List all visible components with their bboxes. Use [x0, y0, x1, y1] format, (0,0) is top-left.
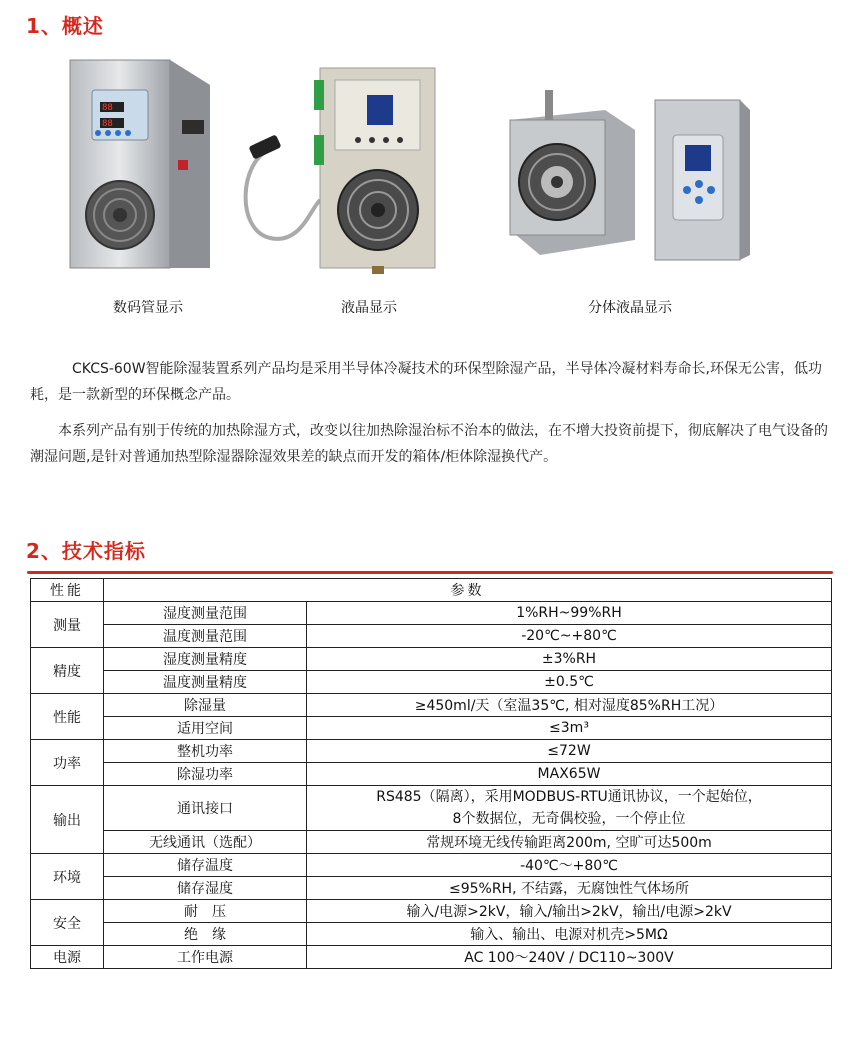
- section-divider: [27, 571, 833, 574]
- item-value: -20℃~+80℃: [307, 625, 832, 648]
- item-label: 绝 缘: [104, 923, 307, 946]
- dehumidifier-lcd-photo-icon: [240, 60, 440, 275]
- item-value: ≤72W: [307, 740, 832, 763]
- table-row: [31, 625, 832, 648]
- item-label: 湿度测量精度: [104, 648, 307, 671]
- table-row: [31, 717, 832, 740]
- table-row: [31, 671, 832, 694]
- product-caption-led: 数码管显示: [113, 300, 183, 316]
- table-header-row: [31, 579, 832, 602]
- intro-paragraph-2: 本系列产品有别于传统的加热除湿方式，改变以往加热除湿治标不治本的做法，在不增大投资前提下，彻底解决了电气设备的潮湿问题,是针对普通加热型除湿器除湿效果差的缺点而开发的箱体/柜体除湿换代产。: [30, 423, 828, 465]
- specs-table: [30, 578, 832, 969]
- item-label: 除湿量: [104, 694, 307, 717]
- item-label: 适用空间: [104, 717, 307, 740]
- item-value: MAX65W: [307, 763, 832, 786]
- table-row: [31, 946, 832, 969]
- item-label: 整机功率: [104, 740, 307, 763]
- dehumidifier-split-lcd-photo-icon: [505, 90, 755, 265]
- table-row: [31, 740, 832, 763]
- table-row: [31, 648, 832, 671]
- group-label: 功率: [31, 740, 104, 786]
- product-photo-split-lcd: [505, 90, 755, 265]
- item-value: AC 100～240V / DC110~300V: [307, 946, 832, 969]
- intro-paragraph-1: CKCS-60W智能除湿装置系列产品均是采用半导体冷凝技术的环保型除湿产品，半导体冷凝材料寿命长,环保无公害，低功耗，是一款新型的环保概念产品。: [30, 361, 823, 403]
- svg-text:88: 88: [102, 103, 113, 113]
- group-label: 测量: [31, 602, 104, 648]
- item-value: ≤3m³: [307, 717, 832, 740]
- item-label: 储存湿度: [104, 877, 307, 900]
- item-value: 1%RH~99%RH: [307, 602, 832, 625]
- item-value: -40℃～+80℃: [307, 854, 832, 877]
- group-label: 性能: [31, 694, 104, 740]
- table-row: [31, 877, 832, 900]
- item-label: 通讯接口: [104, 786, 307, 831]
- svg-text:88: 88: [102, 119, 113, 129]
- item-label: 除湿功率: [104, 763, 307, 786]
- section-title-overview: 1、概述: [26, 14, 104, 38]
- item-label: 温度测量精度: [104, 671, 307, 694]
- item-label: 耐 压: [104, 900, 307, 923]
- group-label: 输出: [31, 786, 104, 854]
- item-value: 输入/电源>2kV，输入/输出>2kV，输出/电源>2kV: [307, 900, 832, 923]
- item-value-multiline: [307, 786, 832, 831]
- group-label: 安全: [31, 900, 104, 946]
- item-value: 输入、输出、电源对机壳>5MΩ: [307, 923, 832, 946]
- table-row: [31, 786, 832, 831]
- item-label: 无线通讯（选配）: [104, 831, 307, 854]
- item-value: ≥450ml/天（室温35℃, 相对湿度85%RH工况）: [307, 694, 832, 717]
- table-row: [31, 831, 832, 854]
- header-performance: 性能: [31, 579, 104, 602]
- item-value-line: RS485（隔离），采用MODBUS-RTU通讯协议，一个起始位，: [376, 789, 762, 805]
- table-row: [31, 763, 832, 786]
- item-value: ±3%RH: [307, 648, 832, 671]
- group-label: 电源: [31, 946, 104, 969]
- table-row: [31, 694, 832, 717]
- item-label: 湿度测量范围: [104, 602, 307, 625]
- group-label: 精度: [31, 648, 104, 694]
- dehumidifier-led-photo-icon: [60, 40, 220, 280]
- item-label: 温度测量范围: [104, 625, 307, 648]
- item-label: 工作电源: [104, 946, 307, 969]
- table-row: [31, 854, 832, 877]
- product-photo-led: [60, 40, 220, 280]
- table-row: [31, 602, 832, 625]
- group-label: 环境: [31, 854, 104, 900]
- item-value: 常规环境无线传输距离200m, 空旷可达500m: [307, 831, 832, 854]
- product-caption-lcd: 液晶显示: [341, 300, 397, 316]
- header-parameters: 参数: [104, 579, 832, 602]
- section-title-specs: 2、技术指标: [26, 539, 146, 563]
- item-value: ±0.5℃: [307, 671, 832, 694]
- item-label: 储存温度: [104, 854, 307, 877]
- product-caption-split-lcd: 分体液晶显示: [588, 300, 672, 316]
- product-photo-lcd: [240, 60, 440, 275]
- table-row: [31, 923, 832, 946]
- item-value: ≤95%RH, 不结露，无腐蚀性气体场所: [307, 877, 832, 900]
- item-value-line: 8个数据位，无奇偶校验，一个停止位: [452, 811, 686, 827]
- table-row: [31, 900, 832, 923]
